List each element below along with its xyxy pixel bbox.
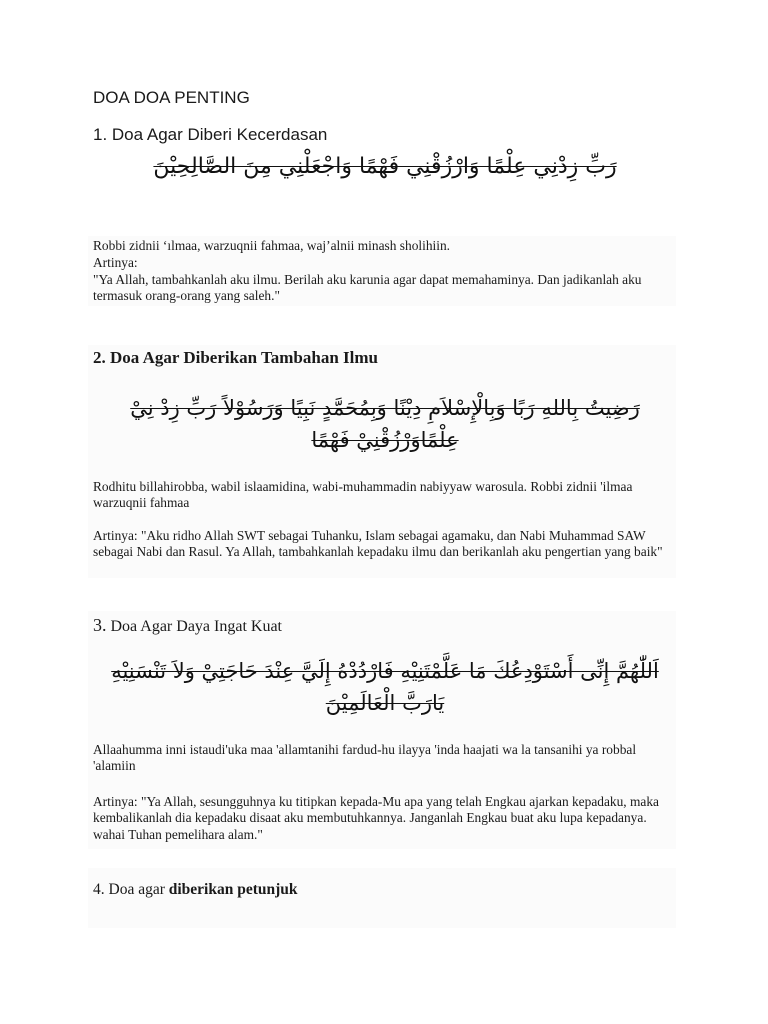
section-3-heading-number: 3. bbox=[93, 615, 107, 635]
section-1-transliteration: Robbi zidnii ‘ılmaa, warzuqnii fahmaa, waj’alnii minash sholihiin. bbox=[93, 238, 451, 253]
section-3-transliteration: Allaahumma inni istaudi'uka maa 'allamtanihi fardud-hu ilayya 'inda haajati wa la tansanihi ya robbal 'alamiin bbox=[93, 742, 637, 774]
section-2-meaning: Artinya: "Aku ridho Allah SWT sebagai Tuhanku, Islam sebagai agamaku, dan Nabi Muhammad SAW sebagai Nabi dan Rasul. Ya Allah, tambahkanlah kepadaku ilmu dan berikanlah aku pengertian yang baik" bbox=[93, 528, 663, 560]
section-1-meaning: "Ya Allah, tambahkanlah aku ilmu. Berilah aku karunia agar dapat memahaminya. Dan jadikanlah aku termasuk orang-orang yang saleh." bbox=[93, 272, 642, 304]
section-2-heading: 2. Doa Agar Diberikan Tambahan Ilmu bbox=[93, 348, 378, 367]
section-3-arabic-text: اَللّٰهُمَّ إِنِّى أَسْتَوْدِعُكَ مَا عَلَّمْتَنِيْهِ فَارْدُدْهُ إِلَيَّ عِنْدَ حَاجَتِيْ وَلاَ تَنْسَنِيْهِ يَارَبَّ الْعَالَمِيْنَ bbox=[111, 659, 659, 715]
section-1-heading: 1. Doa Agar Diberi Kecerdasan bbox=[93, 125, 328, 144]
section-4-heading bbox=[93, 881, 298, 899]
section-1-meaning-label: Artinya: bbox=[93, 255, 138, 270]
section-3-meaning: Artinya: "Ya Allah, sesungguhnya ku titipkan kepada-Mu apa yang telah Engkau ajarkan kepadaku, maka kembalikanlah dia kepadaku disaat aku membutuhkannya. Janganlah Engkau buat aku lupa kepadanya. wahai Tuhan pemelihara alam." bbox=[93, 794, 659, 842]
section-4-heading-bold: diberikan petunjuk bbox=[168, 881, 298, 898]
section-4-heading-prefix: 4. Doa agar bbox=[93, 881, 169, 898]
section-1-arabic-text: رَبِّ زِدْنِي عِلْمًا وَارْزُقْنِي فَهْمًا وَاجْعَلْنِي مِنَ الصَّالِحِيْنَ bbox=[153, 154, 617, 179]
section-3-heading-text: Doa Agar Daya Ingat Kuat bbox=[110, 618, 282, 635]
section-2-transliteration: Rodhitu billahirobba, wabil islaamidina, wabi-muhammadin nabiyyaw warosula. Robbi zidnii 'ilmaa warzuqnii fahmaa bbox=[93, 479, 633, 511]
section-2-arabic-text: رَضِيتُ بِاللهِ رَبًا وَبِالْإِسْلاَمِ دِيْنًا وَبِمُحَمَّدٍ نَبِيًا وَرَسُوْلاً رَبِّ زِدْ نِيْ عِلْمًاوَرْزُقْنِيْ فَهْمًا bbox=[130, 396, 640, 452]
section-3-heading bbox=[93, 615, 282, 636]
document-title: DOA DOA PENTING bbox=[93, 88, 250, 107]
